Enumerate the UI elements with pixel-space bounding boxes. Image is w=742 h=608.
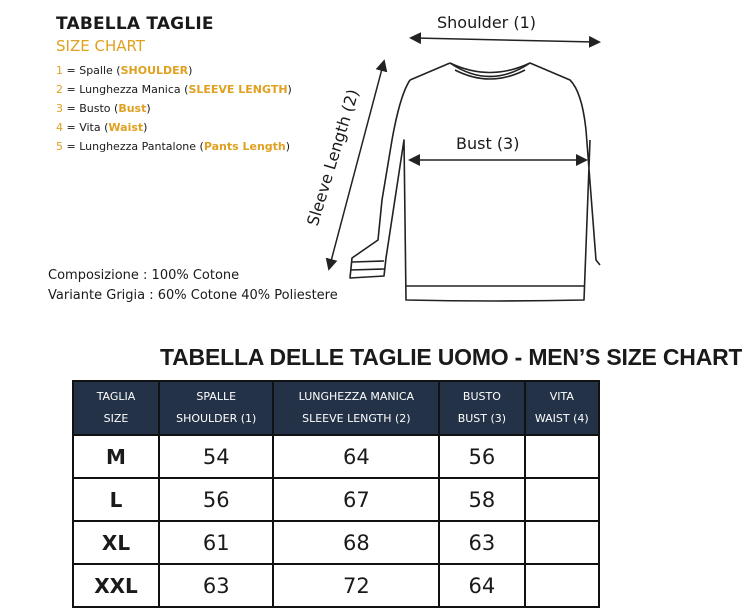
legend-italian: Lunghezza Pantalone bbox=[79, 140, 197, 153]
legend-italian: Busto bbox=[79, 102, 111, 115]
cell-sleeve: 64 bbox=[273, 435, 439, 478]
legend-english: SHOULDER bbox=[120, 64, 189, 77]
cell-sleeve: 72 bbox=[273, 564, 439, 607]
cell-bust: 64 bbox=[439, 564, 524, 607]
header-bust: BUSTO BUST (3) bbox=[439, 381, 524, 435]
legend-row: 5 = Lunghezza Pantalone (Pants Length) bbox=[56, 140, 291, 153]
header-waist: VITA WAIST (4) bbox=[525, 381, 599, 435]
cell-size: L bbox=[73, 478, 159, 521]
table-title: TABELLA DELLE TAGLIE UOMO - MEN’S SIZE CHART bbox=[160, 344, 742, 370]
shirt-body-outline bbox=[350, 63, 600, 301]
cell-waist bbox=[525, 521, 599, 564]
size-table bbox=[72, 380, 600, 608]
cell-shoulder: 56 bbox=[159, 478, 273, 521]
table-header-row bbox=[73, 381, 599, 435]
legend-number: 5 bbox=[56, 140, 63, 153]
legend-english: Pants Length bbox=[203, 140, 286, 153]
legend-italian: Lunghezza Manica bbox=[79, 83, 181, 96]
header-size: TAGLIA SIZE bbox=[73, 381, 159, 435]
legend-number: 1 bbox=[56, 64, 63, 77]
cell-bust: 56 bbox=[439, 435, 524, 478]
legend-title: TABELLA TAGLIE bbox=[56, 14, 214, 34]
legend-row: 3 = Busto (Bust) bbox=[56, 102, 151, 115]
cell-size: M bbox=[73, 435, 159, 478]
legend-subtitle: SIZE CHART bbox=[56, 37, 145, 55]
cell-size: XL bbox=[73, 521, 159, 564]
cell-shoulder: 63 bbox=[159, 564, 273, 607]
legend-english: Bust bbox=[118, 102, 147, 115]
cell-bust: 58 bbox=[439, 478, 524, 521]
composition-variant-line: Variante Grigia : 60% Cotone 40% Poliestere bbox=[48, 288, 338, 303]
cell-bust: 63 bbox=[439, 521, 524, 564]
header-sleeve: LUNGHEZZA MANICA SLEEVE LENGTH (2) bbox=[273, 381, 439, 435]
shoulder-label: Shoulder (1) bbox=[437, 13, 536, 32]
table-row bbox=[73, 478, 599, 521]
bust-label: Bust (3) bbox=[456, 134, 520, 153]
table-row bbox=[73, 564, 599, 607]
legend-row: 4 = Vita (Waist) bbox=[56, 121, 148, 134]
cell-waist bbox=[525, 564, 599, 607]
legend-english: Waist bbox=[108, 121, 144, 134]
legend-english: SLEEVE LENGTH bbox=[188, 83, 288, 96]
legend-number: 4 bbox=[56, 121, 63, 134]
header-shoulder: SPALLE SHOULDER (1) bbox=[159, 381, 273, 435]
shoulder-dimension-arrow bbox=[415, 38, 595, 42]
legend-italian: Spalle bbox=[79, 64, 113, 77]
cell-sleeve: 68 bbox=[273, 521, 439, 564]
table-row bbox=[73, 521, 599, 564]
legend-number: 2 bbox=[56, 83, 63, 96]
legend-italian: Vita bbox=[79, 121, 101, 134]
shirt-diagram bbox=[0, 0, 600, 340]
cell-waist bbox=[525, 435, 599, 478]
cell-shoulder: 54 bbox=[159, 435, 273, 478]
legend-row: 1 = Spalle (SHOULDER) bbox=[56, 64, 193, 77]
cell-shoulder: 61 bbox=[159, 521, 273, 564]
sleeve-length-label: Sleeve Length (2) bbox=[303, 87, 363, 228]
cell-waist bbox=[525, 478, 599, 521]
cell-sleeve: 67 bbox=[273, 478, 439, 521]
composition-line: Composizione : 100% Cotone bbox=[48, 268, 240, 283]
legend-row: 2 = Lunghezza Manica (SLEEVE LENGTH) bbox=[56, 83, 292, 96]
legend-number: 3 bbox=[56, 102, 63, 115]
cell-size: XXL bbox=[73, 564, 159, 607]
table-row bbox=[73, 435, 599, 478]
